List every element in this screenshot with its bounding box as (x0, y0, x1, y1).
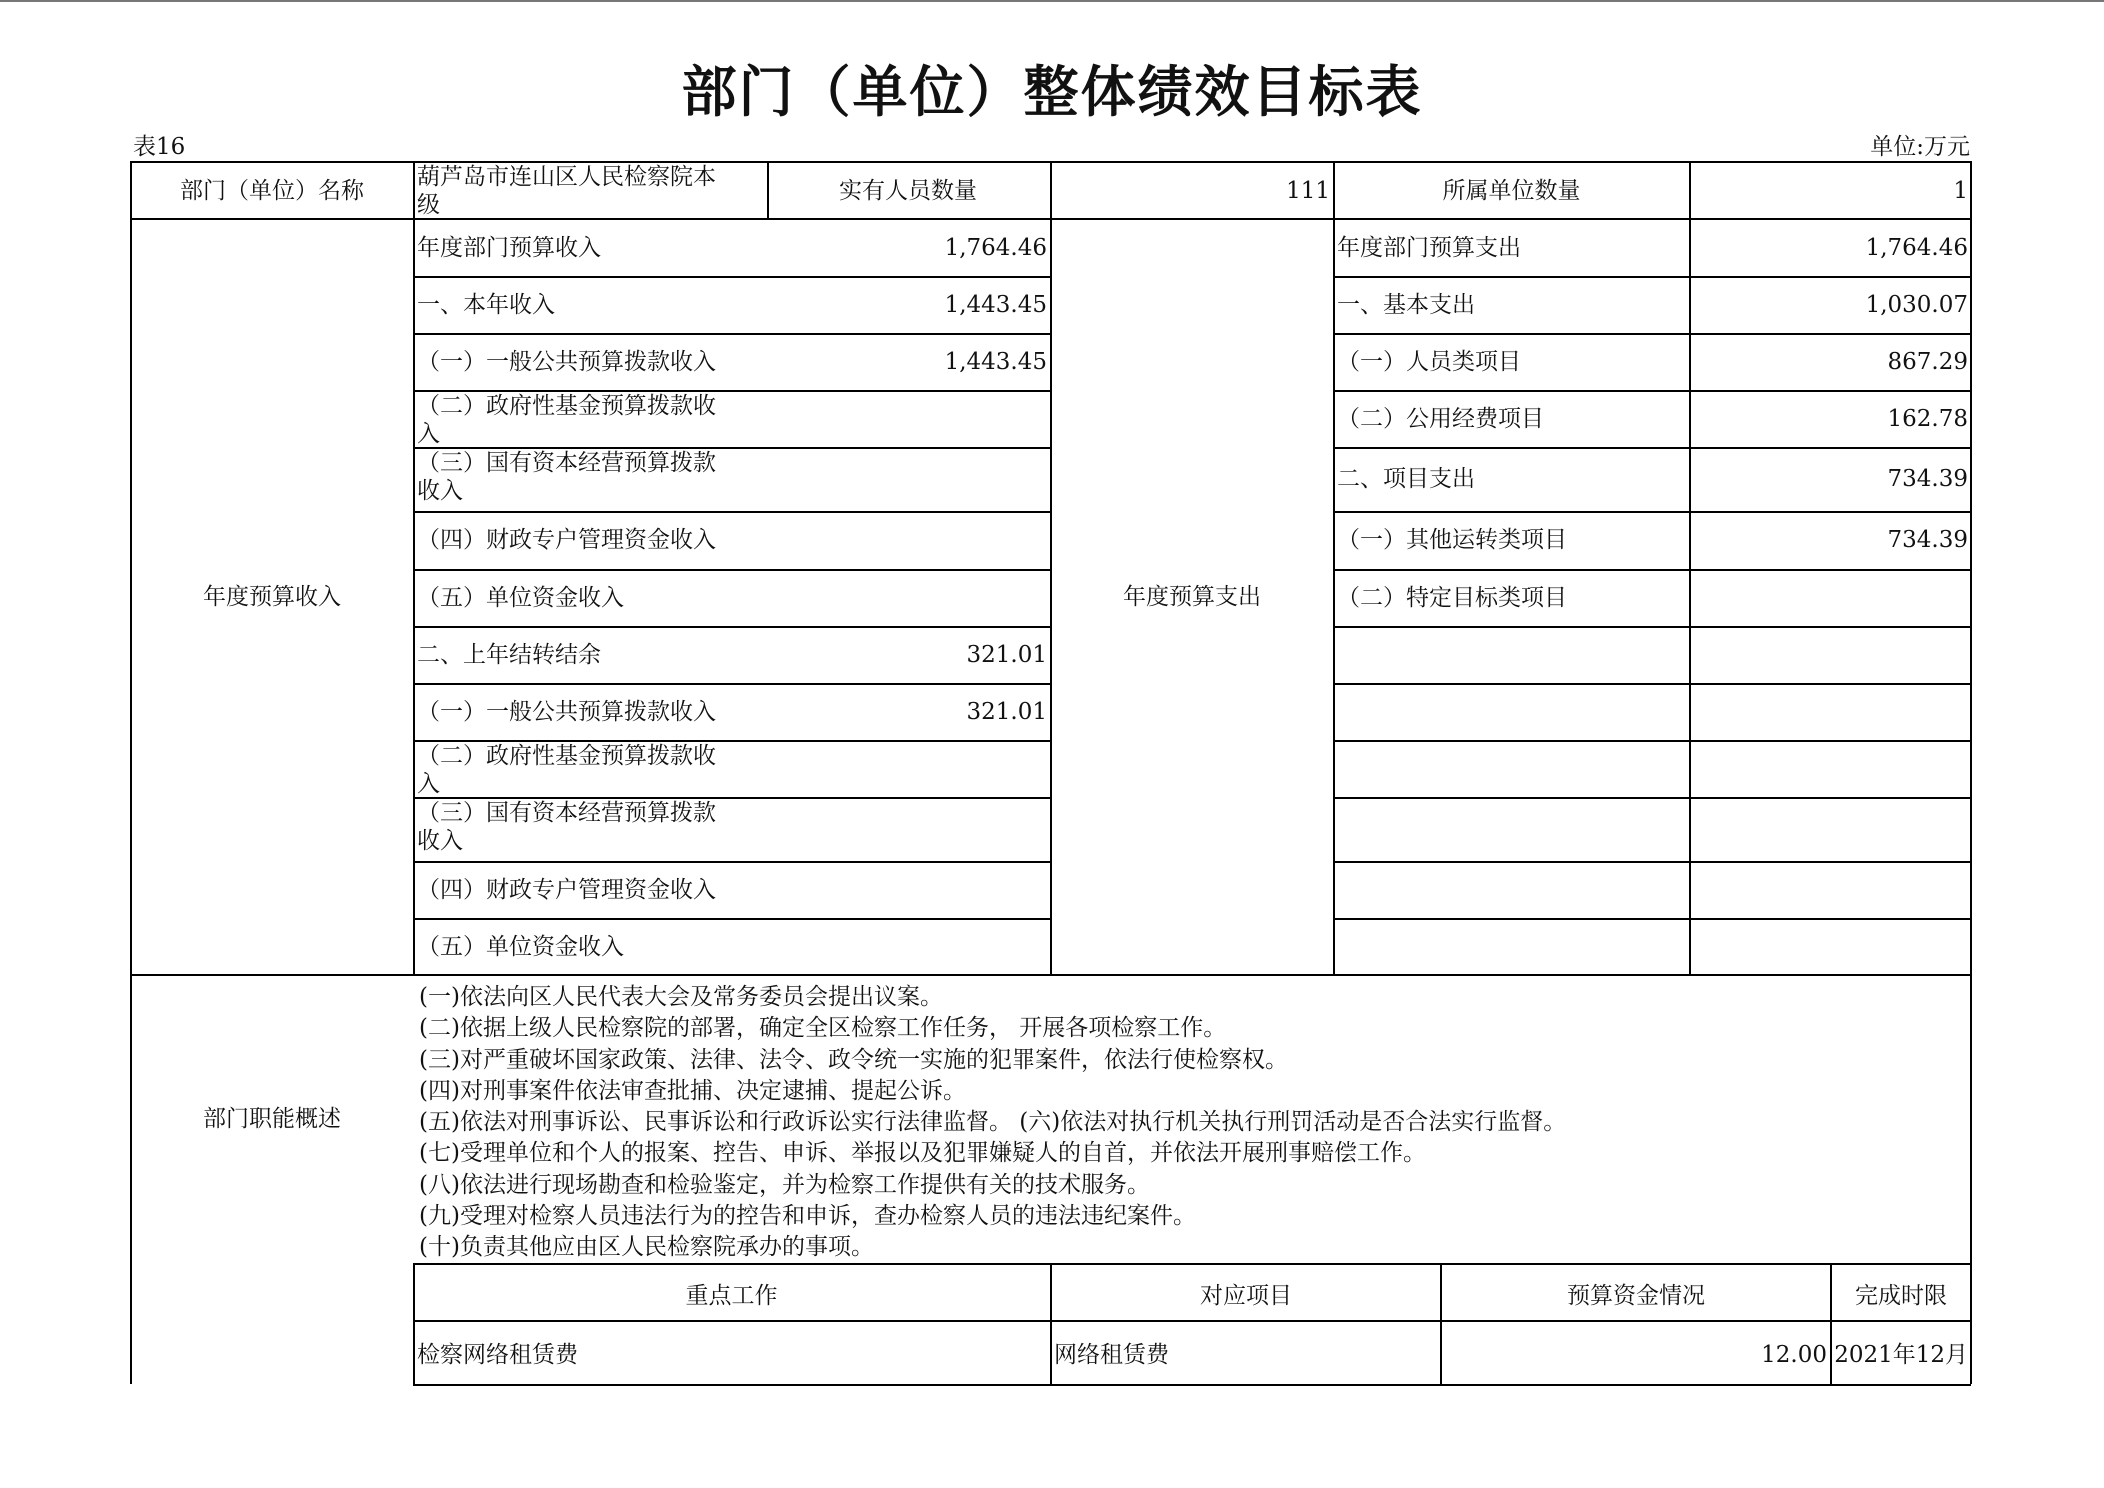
income-row-label-line1: （三）国有资本经营预算拨款 (417, 800, 716, 826)
sub-units-value: 1 (1953, 178, 1968, 204)
grid-line (1333, 447, 1971, 449)
expense-row-label: （二）公用经费项目 (1337, 405, 1544, 432)
key-work-header: 重点工作 (685, 1283, 778, 1309)
income-row-label-line2: 收入 (417, 478, 463, 504)
grid-line (1333, 918, 1971, 920)
grid-line (413, 683, 1050, 685)
grid-line (1333, 861, 1971, 863)
dept-name-label: 部门（单位）名称 (180, 178, 364, 204)
staff-value: 111 (1286, 178, 1330, 204)
grid-line (1333, 683, 1971, 685)
income-row-label (414, 448, 766, 506)
grid-line (1333, 569, 1971, 571)
income-row-label: （一）一般公共预算拨款收入 (417, 698, 716, 725)
expense-row-label: （一）其他运转类项目 (1337, 527, 1567, 553)
duty-line: (二)依据上级人民检察院的部署，确定全区检察工作任务， 开展各项检察工作。 (419, 1015, 1227, 1042)
grid-line (413, 333, 1050, 335)
staff-label: 实有人员数量 (839, 178, 977, 204)
grid-line (413, 1384, 1971, 1386)
expense-row-label: （一）人员类项目 (1337, 348, 1521, 375)
grid-line (1333, 626, 1971, 628)
expense-row-label: （二）特定目标类项目 (1337, 584, 1567, 611)
income-row-value: 1,443.45 (944, 291, 1047, 318)
income-row-label-line2: 入 (417, 771, 440, 797)
income-row-label: 年度部门预算收入 (417, 234, 601, 261)
income-row-value: 1,443.45 (944, 348, 1047, 375)
grid-line (1333, 333, 1971, 335)
project-header: 对应项目 (1200, 1283, 1292, 1309)
duty-line: (三)对严重破坏国家政策、法律、法令、政令统一实施的犯罪案件，依法行使检察权。 (419, 1046, 1288, 1073)
income-row-label: （五）单位资金收入 (417, 584, 624, 611)
expense-row-value: 162.78 (1887, 405, 1968, 432)
income-row-label-line2: 入 (417, 421, 440, 447)
income-row-label: （四）财政专户管理资金收入 (417, 527, 716, 553)
income-row-label-line1: （二）政府性基金预算拨款收 (417, 393, 716, 419)
grid-line (1970, 161, 1972, 974)
income-row-label: （一）一般公共预算拨款收入 (417, 348, 716, 375)
grid-line (1333, 740, 1971, 742)
grid-line (413, 626, 1050, 628)
income-row-label (414, 391, 766, 449)
budget-header: 预算资金情况 (1567, 1283, 1705, 1309)
expense-row-label: 年度部门预算支出 (1337, 234, 1521, 261)
duty-line: (七)受理单位和个人的报案、控告、申诉、举报以及犯罪嫌疑人的自首，并依法开展刑事赔偿工作。 (419, 1140, 1426, 1167)
grid-line (1689, 161, 1691, 974)
duty-line: (十)负责其他应由区人民检察院承办的事项。 (419, 1234, 874, 1261)
page-top-border (0, 0, 2104, 2)
grid-line (413, 918, 1050, 920)
duty-line: (一)依法向区人民代表大会及常务委员会提出议案。 (419, 984, 943, 1010)
grid-line (1333, 511, 1971, 513)
grid-line (413, 861, 1050, 863)
table-number: 表16 (133, 134, 186, 160)
sub-units-label: 所属单位数量 (1442, 178, 1581, 204)
expense-row-value: 1,030.07 (1865, 291, 1968, 318)
expense-row-value: 734.39 (1887, 527, 1968, 553)
income-row-label (414, 798, 766, 856)
budget-cell: 12.00 (1761, 1342, 1827, 1368)
deadline-cell: 2021年12月 (1834, 1342, 1968, 1368)
page-title: 部门（单位）整体绩效目标表 (681, 60, 1423, 124)
key-work-cell: 检察网络租赁费 (417, 1342, 578, 1368)
income-row-label-line2: 收入 (417, 828, 463, 854)
income-row-value: 321.01 (966, 641, 1047, 668)
duties-text (419, 982, 1969, 1264)
deadline-header: 完成时限 (1855, 1283, 1947, 1309)
grid-line (1050, 161, 1052, 974)
income-row-label (414, 741, 766, 799)
income-section-label: 年度预算收入 (203, 584, 341, 610)
grid-line (1333, 161, 1335, 974)
expense-row-value: 1,764.46 (1865, 234, 1968, 261)
income-row-value: 1,764.46 (944, 234, 1047, 261)
income-row-label: （五）单位资金收入 (417, 933, 624, 960)
expense-section-label: 年度预算支出 (1123, 584, 1261, 610)
expense-row-label: 二、项目支出 (1337, 466, 1475, 492)
dept-name-value-line1: 葫芦岛市连山区人民检察院本 (417, 164, 716, 190)
grid-line (130, 161, 132, 1384)
grid-line (1333, 390, 1971, 392)
duty-line: (四)对刑事案件依法审查批捕、决定逮捕、提起公诉。 (419, 1077, 966, 1104)
project-cell: 网络租赁费 (1054, 1342, 1169, 1368)
grid-line (413, 1320, 1971, 1322)
grid-line (413, 569, 1050, 571)
grid-line (130, 974, 1971, 976)
grid-line (1333, 797, 1971, 799)
duty-line: (五)依法对刑事诉讼、民事诉讼和行政诉讼实行法律监督。 (六)依法对执行机关执行刑罚活动是否合法实行监督。 (419, 1109, 1567, 1136)
duty-line: (九)受理对检察人员违法行为的控告和申诉，查办检察人员的违法违纪案件。 (419, 1203, 1196, 1230)
income-row-label: 一、本年收入 (417, 291, 555, 318)
expense-row-value: 867.29 (1887, 348, 1968, 375)
grid-line (1970, 974, 1972, 1263)
expense-row-value: 734.39 (1887, 466, 1968, 492)
grid-line (413, 511, 1050, 513)
income-row-label: 二、上年结转结余 (417, 641, 601, 668)
dept-name-value-line2: 级 (417, 192, 440, 218)
grid-line (413, 276, 1050, 278)
income-row-value: 321.01 (966, 698, 1047, 725)
duty-line: (八)依法进行现场勘查和检验鉴定，并为检察工作提供有关的技术服务。 (419, 1171, 1150, 1198)
grid-line (1333, 276, 1971, 278)
income-row-label: （四）财政专户管理资金收入 (417, 876, 716, 903)
duties-section-label: 部门职能概述 (203, 1106, 341, 1132)
income-row-label-line1: （三）国有资本经营预算拨款 (417, 450, 716, 476)
unit-label: 单位:万元 (1870, 134, 1970, 160)
income-row-label-line1: （二）政府性基金预算拨款收 (417, 743, 716, 769)
expense-row-label: 一、基本支出 (1337, 291, 1475, 318)
